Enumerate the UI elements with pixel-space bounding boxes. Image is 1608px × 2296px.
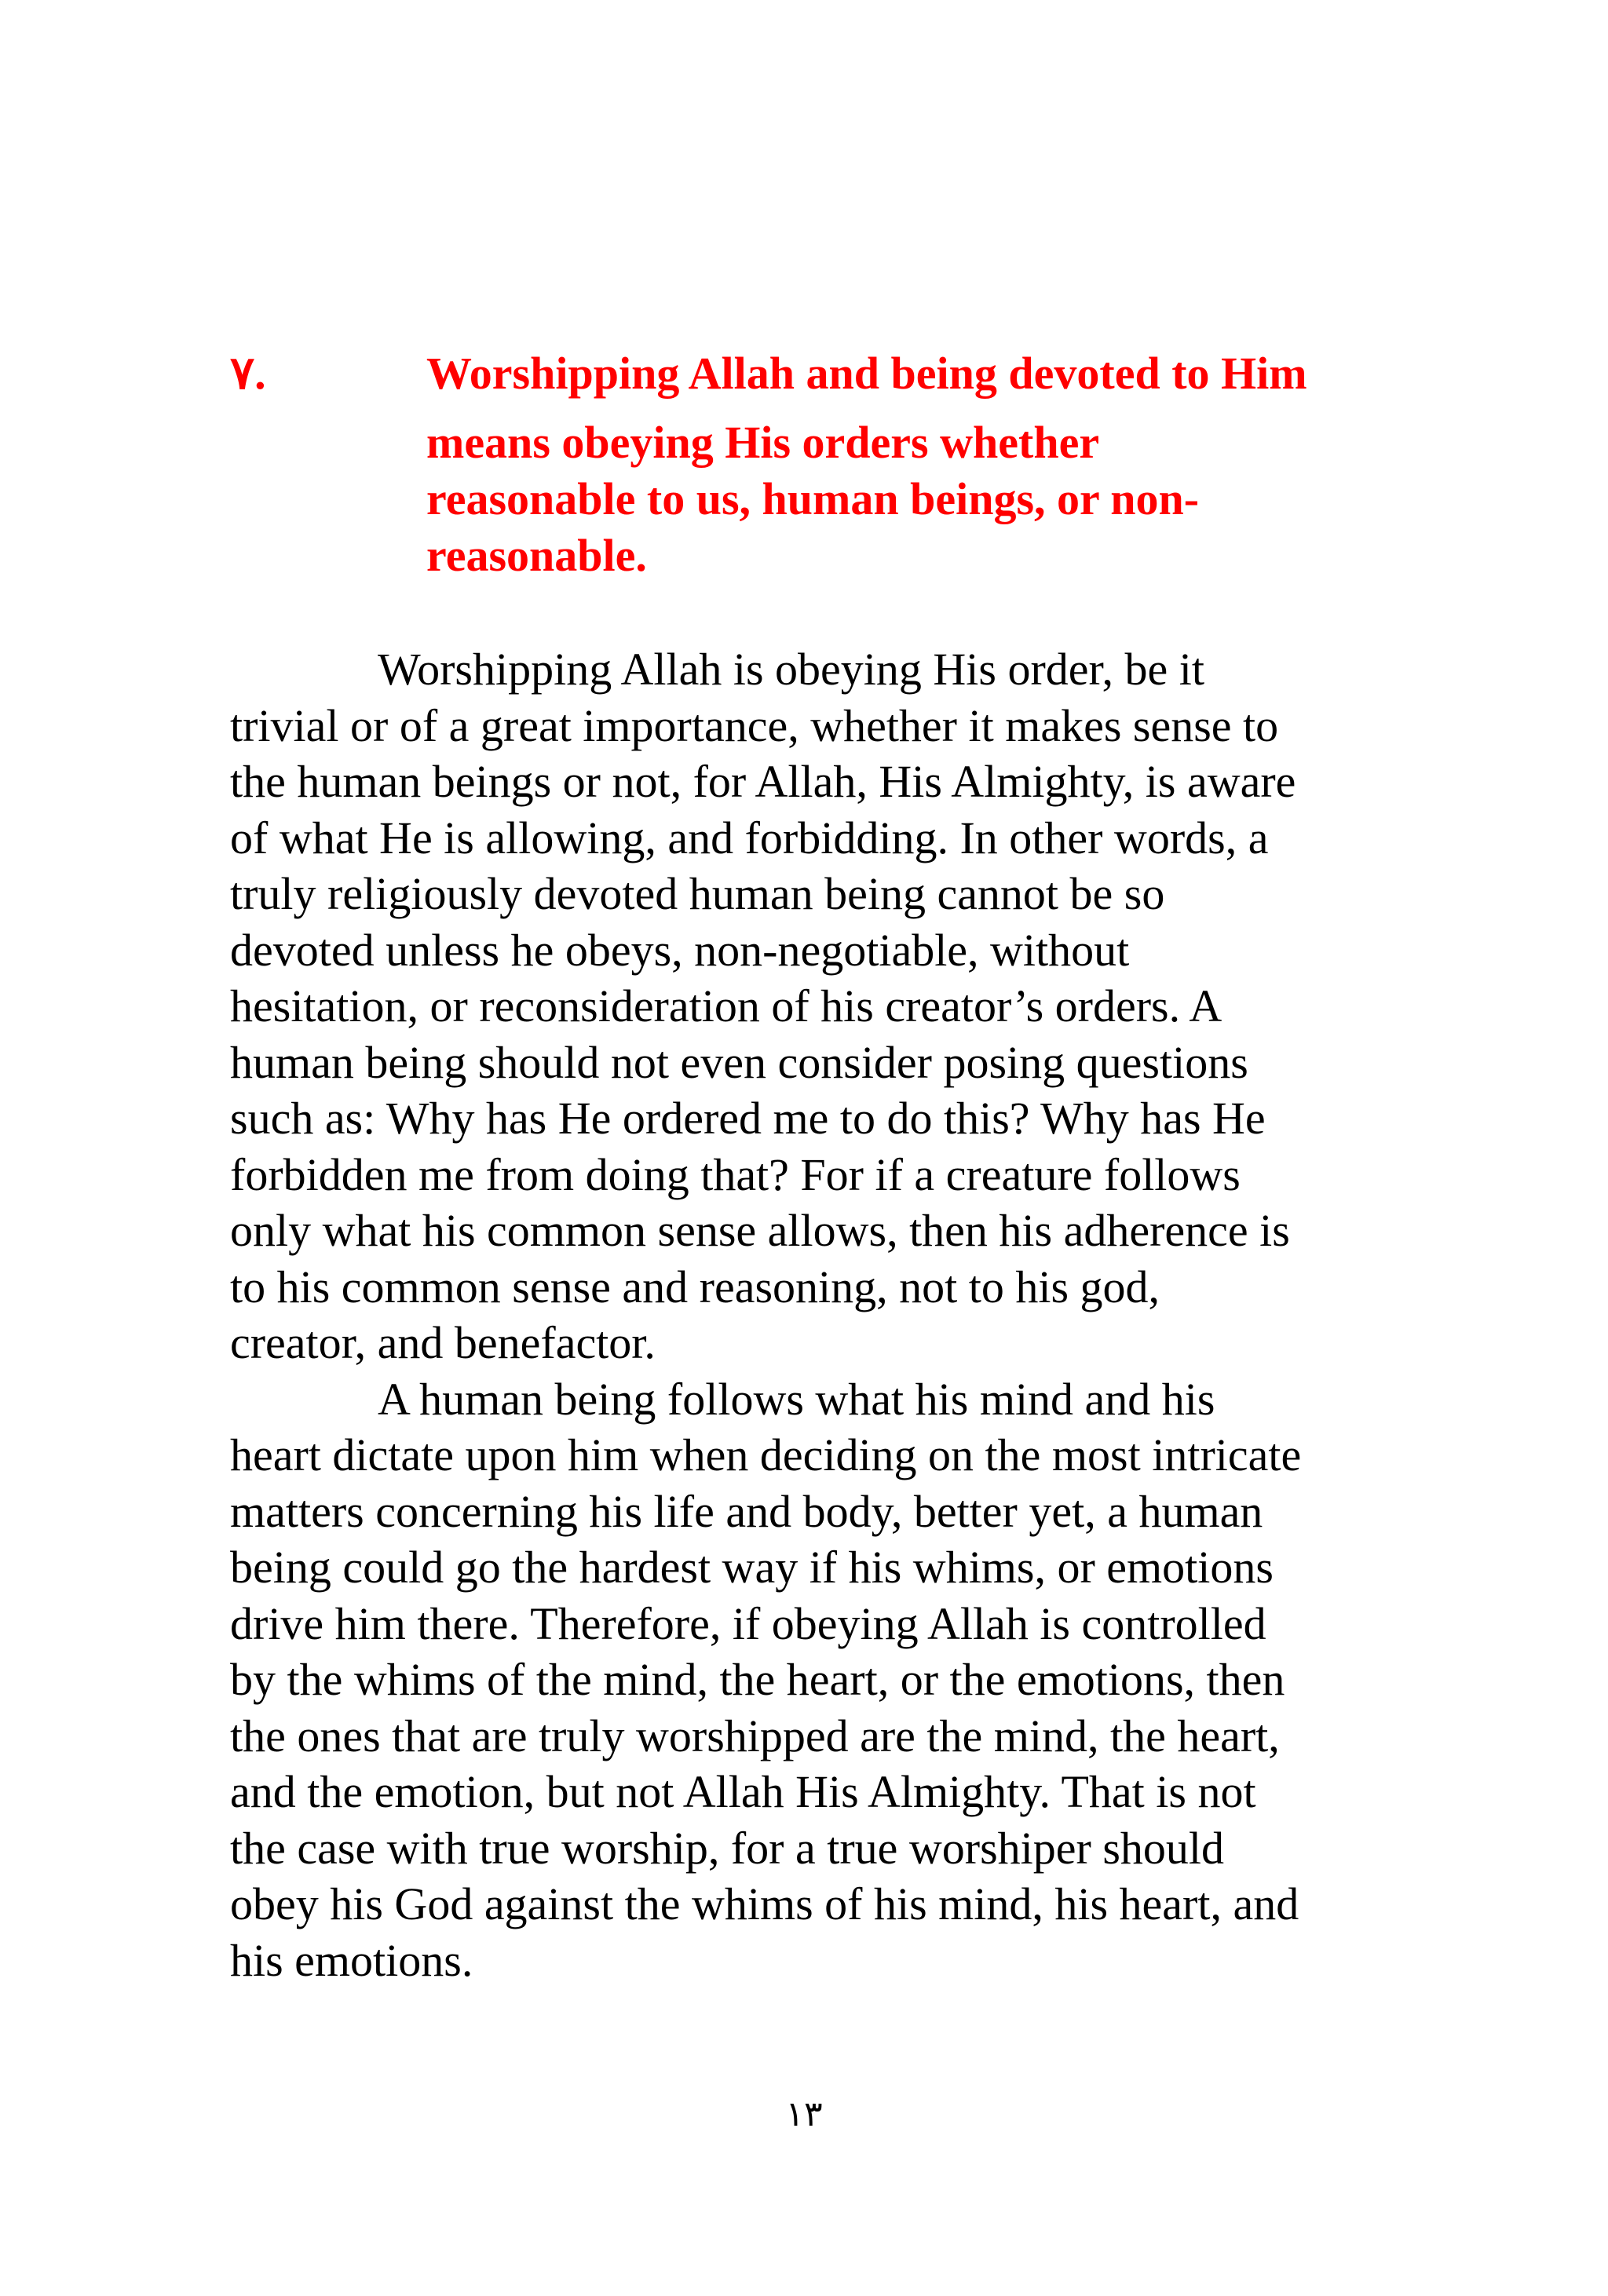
paragraph-line: Worshipping Allah is obeying His order, be it — [378, 644, 1205, 695]
paragraph-line: A human being follows what his mind and his — [378, 1373, 1215, 1425]
paragraph-line: only what his common sense allows, then his adherence is — [230, 1205, 1290, 1256]
paragraph-line: human being should not even consider posing questions — [230, 1036, 1248, 1088]
paragraph-line: drive him there. Therefore, if obeying Allah is controlled — [230, 1597, 1266, 1649]
paragraph-line: of what He is allowing, and forbidding. In other words, a — [230, 812, 1269, 863]
paragraph-line: being could go the hardest way if his whims, or emotions — [230, 1542, 1274, 1593]
paragraph-line: trivial or of a great importance, whether it makes sense to — [230, 699, 1279, 751]
paragraph-line: the case with true worship, for a true worshiper should — [230, 1822, 1225, 1874]
paragraph-line: devoted unless he obeys, non-negotiable, without — [230, 924, 1130, 976]
heading-line: means obeying His orders whether — [426, 417, 1100, 468]
body-text — [230, 641, 1376, 1988]
paragraph-2 — [230, 1371, 1376, 1989]
paragraph-line: such as: Why has He ordered me to do this? Why has He — [230, 1093, 1266, 1144]
page-number: ١٣ — [785, 2094, 823, 2134]
heading-line: reasonable to us, human beings, or non- — [426, 473, 1200, 524]
paragraph-line: forbidden me from doing that? For if a creature follows — [230, 1148, 1241, 1200]
paragraph-line: his emotions. — [230, 1934, 473, 1986]
paragraph-line: the ones that are truly worshipped are the mind, the heart, — [230, 1710, 1280, 1761]
paragraph-line: to his common sense and reasoning, not to his god, — [230, 1261, 1160, 1312]
paragraph-line: matters concerning his life and body, better yet, a human — [230, 1485, 1263, 1537]
paragraph-line: by the whims of the mind, the heart, or the emotions, then — [230, 1654, 1285, 1705]
paragraph-line: the human beings or not, for Allah, His Almighty, is aware — [230, 756, 1296, 807]
paragraph-line: heart dictate upon him when deciding on the most intricate — [230, 1429, 1302, 1480]
paragraph-line: hesitation, or reconsideration of his creator’s orders. A — [230, 980, 1222, 1031]
heading-number: ٧. — [230, 348, 266, 399]
heading-line: Worshipping Allah and being devoted to Him — [426, 348, 1307, 399]
paragraph-1 — [230, 641, 1376, 1371]
paragraph-line: obey his God against the whims of his mind, his heart, and — [230, 1878, 1299, 1929]
paragraph-line: and the emotion, but not Allah His Almighty. That is not — [230, 1766, 1256, 1817]
paragraph-line: truly religiously devoted human being cannot be so — [230, 868, 1165, 919]
heading-line: reasonable. — [426, 530, 647, 581]
paragraph-line: creator, and benefactor. — [230, 1317, 656, 1368]
heading-text — [426, 345, 1369, 584]
